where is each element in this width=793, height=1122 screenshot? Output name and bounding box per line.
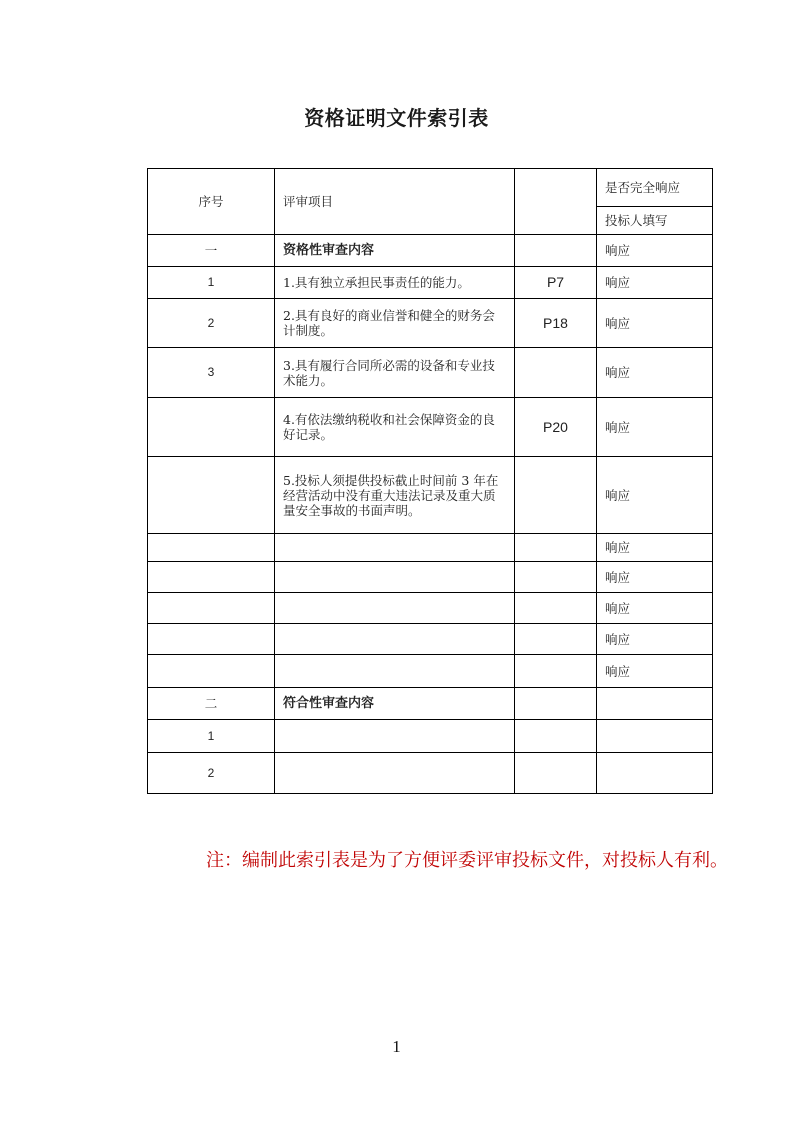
row-seq: 1: [148, 267, 275, 299]
table-row: [148, 348, 713, 398]
table-row: [148, 235, 713, 267]
row-item: [275, 624, 515, 655]
row-page: P7: [515, 267, 597, 299]
row-page: [515, 534, 597, 562]
row-response: 响应: [597, 624, 713, 655]
row-response: [597, 753, 713, 794]
table-row: [148, 688, 713, 720]
header-response: 是否完全响应: [597, 169, 713, 207]
table-row: [148, 720, 713, 753]
row-response: 响应: [597, 655, 713, 688]
row-page: [515, 720, 597, 753]
table-row: [148, 534, 713, 562]
row-response: 响应: [597, 398, 713, 457]
row-page: [515, 688, 597, 720]
row-page: [515, 655, 597, 688]
table-row: [148, 624, 713, 655]
row-response: 响应: [597, 299, 713, 348]
row-page: P18: [515, 299, 597, 348]
row-response: [597, 688, 713, 720]
table-row: [148, 299, 713, 348]
row-item: 2.具有良好的商业信誉和健全的财务会计制度。: [275, 299, 515, 348]
row-item: [275, 534, 515, 562]
row-item: [275, 720, 515, 753]
header-page: [515, 169, 597, 235]
row-seq: 3: [148, 348, 275, 398]
row-page: [515, 457, 597, 534]
row-item: [275, 753, 515, 794]
row-item: [275, 655, 515, 688]
row-seq: 一: [148, 235, 275, 267]
row-item: 5.投标人须提供投标截止时间前 3 年在经营活动中没有重大违法记录及重大质量安全事故的书面声明。: [275, 457, 515, 534]
row-seq: 1: [148, 720, 275, 753]
header-bidder-fill: 投标人填写: [597, 207, 713, 235]
row-page: [515, 753, 597, 794]
row-page: P20: [515, 398, 597, 457]
table-row: [148, 593, 713, 624]
row-item: 符合性审查内容: [275, 688, 515, 720]
table-row: [148, 562, 713, 593]
row-seq: 二: [148, 688, 275, 720]
footnote: 注：编制此索引表是为了方便评委评审投标文件，对投标人有利。: [206, 850, 728, 871]
row-response: 响应: [597, 267, 713, 299]
table-row: [148, 398, 713, 457]
row-item: 资格性审查内容: [275, 235, 515, 267]
page-title: 资格证明文件索引表: [304, 106, 489, 130]
page-number: 1: [392, 1037, 401, 1056]
row-page: [515, 235, 597, 267]
row-response: 响应: [597, 562, 713, 593]
header-seq: 序号: [148, 169, 275, 235]
row-item: 3.具有履行合同所必需的设备和专业技术能力。: [275, 348, 515, 398]
row-item: 4.有依法缴纳税收和社会保障资金的良好记录。: [275, 398, 515, 457]
row-response: 响应: [597, 348, 713, 398]
table-row: [148, 267, 713, 299]
row-seq: [148, 624, 275, 655]
row-seq: [148, 593, 275, 624]
table-row: [148, 655, 713, 688]
header-item: 评审项目: [275, 169, 515, 235]
row-seq: [148, 398, 275, 457]
row-response: 响应: [597, 534, 713, 562]
row-page: [515, 562, 597, 593]
row-seq: [148, 655, 275, 688]
row-page: [515, 593, 597, 624]
row-seq: [148, 534, 275, 562]
table-row: [148, 457, 713, 534]
row-seq: [148, 457, 275, 534]
row-item: 1.具有独立承担民事责任的能力。: [275, 267, 515, 299]
header-row: [148, 169, 713, 207]
index-table: [147, 168, 713, 794]
row-seq: [148, 562, 275, 593]
row-seq: 2: [148, 299, 275, 348]
row-page: [515, 348, 597, 398]
row-response: [597, 720, 713, 753]
table-row: [148, 753, 713, 794]
row-item: [275, 593, 515, 624]
row-response: 响应: [597, 593, 713, 624]
row-item: [275, 562, 515, 593]
row-response: 响应: [597, 457, 713, 534]
row-response: 响应: [597, 235, 713, 267]
row-seq: 2: [148, 753, 275, 794]
row-page: [515, 624, 597, 655]
